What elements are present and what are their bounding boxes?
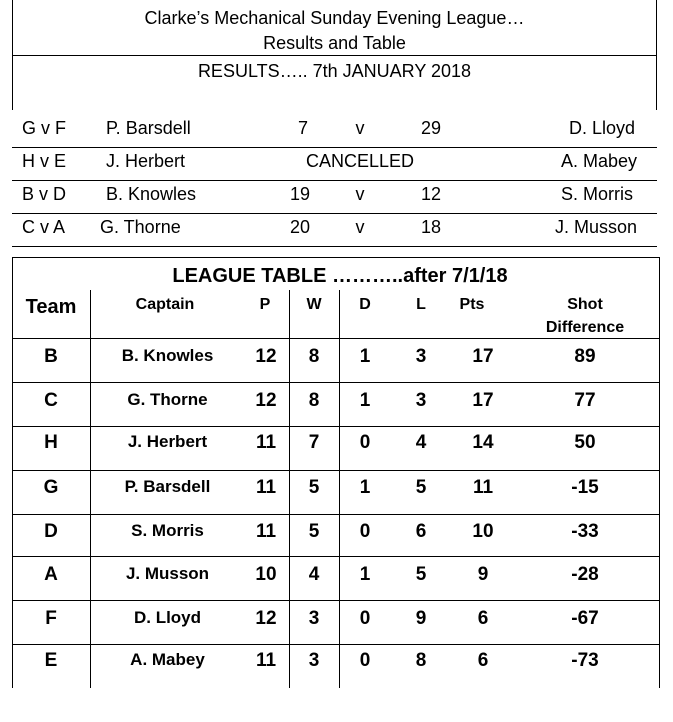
l-cell: 9 [415,608,427,629]
fixture: G v F [22,118,66,138]
team-cell: F [45,608,57,629]
p-cell: 11 [255,432,277,453]
d-cell: 1 [359,346,371,367]
results-date-heading: RESULTS….. 7th JANUARY 2018 [197,61,472,81]
home-score: 7 [297,118,308,138]
shot-difference-cell: -73 [571,650,599,671]
shot-difference-cell: -33 [571,521,599,542]
row-border [12,382,660,383]
header-l: L [416,296,426,313]
w-cell: 5 [308,477,320,498]
shot-difference-cell: 50 [574,432,596,453]
l-cell: 3 [415,390,427,411]
team-cell: D [44,521,58,542]
pts-cell: 11 [472,477,494,498]
row-divider [12,246,657,247]
d-cell: 0 [359,650,371,671]
row-border [12,556,660,557]
home-score: 19 [289,184,311,204]
l-cell: 5 [415,477,427,498]
p-cell: 12 [255,390,277,411]
w-cell: 3 [308,650,320,671]
captain-cell: A. Mabey [130,650,205,669]
home-captain: P. Barsdell [106,118,191,138]
row-border [12,600,660,601]
team-cell: H [44,432,58,453]
team-cell: C [44,390,58,411]
cancelled-status: CANCELLED [305,151,415,171]
captain-cell: J. Musson [125,564,210,583]
header-shot: Shot [567,296,603,313]
versus: v [355,217,365,237]
p-cell: 12 [255,608,277,629]
row-border [12,470,660,471]
w-cell: 4 [308,564,320,585]
home-captain: B. Knowles [106,184,197,204]
pts-cell: 10 [472,521,494,542]
row-border [12,426,660,427]
versus: v [355,184,365,204]
col-divider [90,290,91,688]
team-cell: B [44,346,58,367]
away-captain: A. Mabey [561,151,638,171]
home-captain: G. Thorne [100,217,181,237]
results-and-table-subtitle: Results and Table [263,33,406,53]
captain-cell: G. Thorne [127,390,208,409]
team-cell: A [44,564,58,585]
table-right-border [659,257,660,688]
pts-cell: 17 [472,390,494,411]
d-cell: 0 [359,521,371,542]
league-title: Clarke’s Mechanical Sunday Evening League… [144,8,525,28]
d-cell: 1 [359,477,371,498]
captain-cell: P. Barsdell [124,477,211,496]
pts-cell: 6 [477,650,489,671]
d-cell: 1 [359,564,371,585]
row-divider [12,213,657,214]
row-border [12,338,660,339]
away-score: 29 [420,118,442,138]
pts-cell: 9 [477,564,489,585]
pts-cell: 6 [477,608,489,629]
l-cell: 5 [415,564,427,585]
away-score: 18 [420,217,442,237]
l-cell: 8 [415,650,427,671]
col-divider [289,290,290,688]
row-divider [12,147,657,148]
header-captain: Captain [135,296,195,313]
w-cell: 7 [308,432,320,453]
row-border [12,514,660,515]
shot-difference-cell: -15 [571,477,599,498]
team-cell: E [44,650,58,671]
w-cell: 8 [308,390,320,411]
l-cell: 6 [415,521,427,542]
captain-cell: B. Knowles [121,346,214,365]
away-captain: J. Musson [555,217,638,237]
p-cell: 10 [255,564,277,585]
header-team: Team [25,296,77,318]
p-cell: 11 [255,650,277,671]
l-cell: 3 [415,346,427,367]
away-captain: S. Morris [561,184,633,204]
d-cell: 0 [359,608,371,629]
table-top-border [12,257,660,258]
p-cell: 11 [255,521,277,542]
fixture: B v D [22,184,67,204]
away-captain: D. Lloyd [569,118,636,138]
shot-difference-cell: -28 [571,564,599,585]
row-divider [12,180,657,181]
versus: v [355,118,365,138]
home-captain: J. Herbert [106,151,186,171]
team-cell: G [43,477,59,498]
pts-cell: 14 [472,432,494,453]
w-cell: 8 [308,346,320,367]
p-cell: 12 [255,346,277,367]
header-w: W [306,296,322,313]
away-score: 12 [420,184,442,204]
col-divider [339,290,340,688]
fixture: H v E [22,151,67,171]
shot-difference-cell: 89 [574,346,596,367]
header-pts: Pts [459,296,485,313]
shot-difference-cell: -67 [571,608,599,629]
captain-cell: D. Lloyd [133,608,202,627]
header-divider [12,55,657,56]
l-cell: 4 [415,432,427,453]
d-cell: 0 [359,432,371,453]
header-p: P [259,296,271,313]
captain-cell: S. Morris [131,521,204,540]
home-score: 20 [289,217,311,237]
p-cell: 11 [255,477,277,498]
pts-cell: 17 [472,346,494,367]
fixture: C v A [22,217,66,237]
w-cell: 3 [308,608,320,629]
d-cell: 1 [359,390,371,411]
w-cell: 5 [308,521,320,542]
header-difference: Difference [545,319,625,336]
row-border [12,644,660,645]
header-d: D [359,296,371,313]
league-table-title: LEAGUE TABLE ………..after 7/1/18 [172,265,508,287]
captain-cell: J. Herbert [127,432,208,451]
shot-difference-cell: 77 [574,390,596,411]
